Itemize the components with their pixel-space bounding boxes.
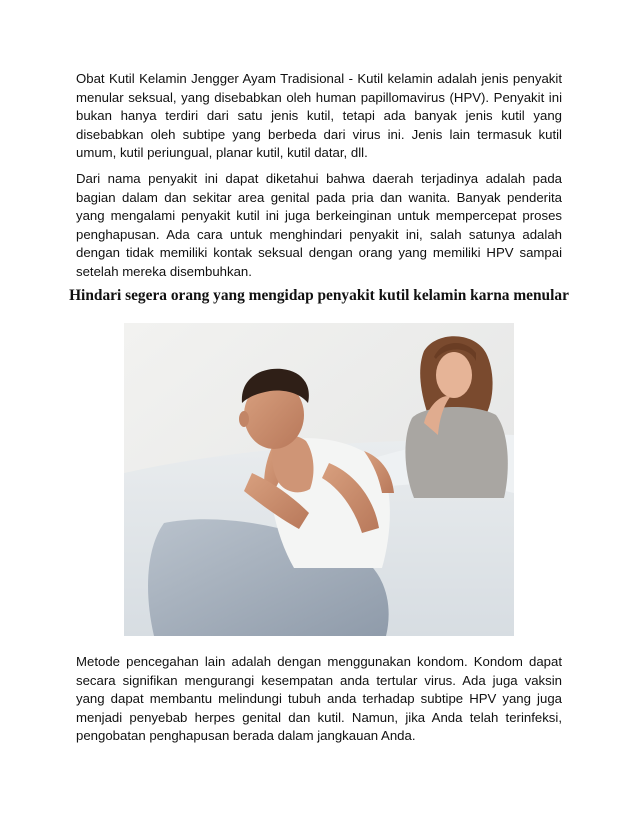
paragraph-intro: Obat Kutil Kelamin Jengger Ayam Tradisional - Kutil kelamin adalah jenis penyakit menular seksual, yang disebabkan oleh human papillomavirus (HPV). Penyakit ini bukan hanya terdiri dari satu jenis kutil, tetapi ada banyak jenis kutil yang disebabkan oleh subtipe yang berbeda dari virus ini. Jenis lain termasuk kutil umum, kutil periungual, planar kutil, kutil datar, dll. <box>76 71 562 161</box>
paragraph-prevention: Metode pencegahan lain adalah dengan menggunakan kondom. Kondom dapat secara signifikan mengurangi kesempatan anda tertular virus. Ada juga vaksin yang dapat membantu melindungi tubuh anda terhadap subtipe HPV yang juga menjadi penyebab herpes genital dan kutil. Namun, jika Anda telah terinfeksi, pengobatan penghapusan berada dalam jangkauan Anda. <box>76 654 562 744</box>
section-heading: Hindari segera orang yang mengidap penyakit kutil kelamin karna menular <box>69 287 569 304</box>
couple-in-bed-photo <box>124 323 514 636</box>
paragraph-location: Dari nama penyakit ini dapat diketahui bahwa daerah terjadinya adalah pada bagian dalam dan sekitar area genital pada pria dan wanita. Banyak penderita yang mengalami penyakit kutil ini juga berkeinginan untuk mempercepat proses penghapusan. Ada cara untuk menghindari penyakit ini, salah satunya adalah dengan tidak memiliki kontak seksual dengan orang yang memiliki HPV sampai setelah mereka disembuhkan. <box>76 171 562 279</box>
